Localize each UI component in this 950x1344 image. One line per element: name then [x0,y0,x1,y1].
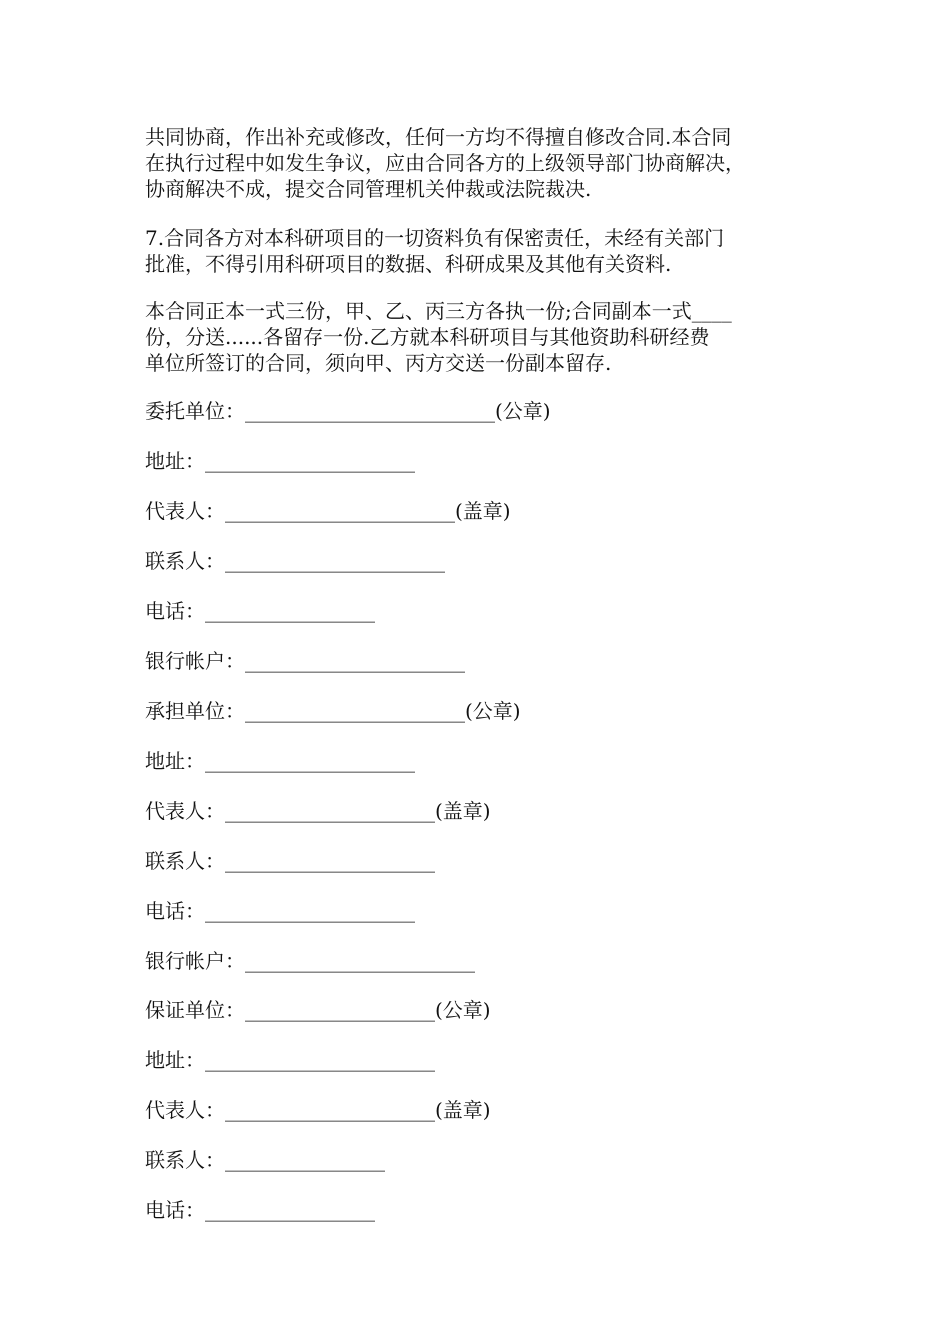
field-contractor-unit [145,698,521,724]
seal-note: (公章) [465,699,521,723]
field-guarantor-address [145,1047,435,1073]
blank-line: _____________________ [225,1098,435,1122]
blank-line: _________________ [205,1198,375,1222]
field-contractor-bank-account [145,948,475,974]
field-label: 承担单位： [145,699,245,723]
blank-line: ______________________ [225,549,445,573]
field-label: 电话： [145,1198,205,1222]
blank-line: _____________________ [205,449,415,473]
text-line: 批准，不得引用科研项目的数据、科研成果及其他有关资料. [145,252,672,276]
field-guarantor-contact [145,1147,385,1173]
text-line: 共同协商，作出补充或修改，任何一方均不得擅自修改合同.本合同 [145,125,732,149]
field-label: 地址： [145,1048,205,1072]
field-client-address [145,448,415,474]
text-line: 单位所签订的合同，须向甲、丙方交送一份副本留存. [145,351,612,375]
field-label: 代表人： [145,499,225,523]
field-client-contact [145,548,445,574]
field-label: 联系人： [145,849,225,873]
field-label: 委托单位： [145,399,245,423]
seal-note: (盖章) [455,499,511,523]
field-guarantor-representative [145,1097,491,1123]
field-label: 银行帐户： [145,649,245,673]
seal-note: (盖章) [435,799,491,823]
blank-line: _____________________ [205,749,415,773]
field-contractor-representative [145,798,491,824]
field-client-bank-account [145,648,465,674]
paragraph-copies [145,298,815,376]
field-label: 电话： [145,599,205,623]
blank-line: _____________________ [205,899,415,923]
field-contractor-contact [145,848,435,874]
field-label: 保证单位： [145,998,245,1022]
blank-line: _______________________ [225,499,455,523]
field-label: 银行帐户： [145,949,245,973]
field-label: 联系人： [145,1148,225,1172]
field-label: 电话： [145,899,205,923]
field-contractor-address [145,748,415,774]
field-label: 代表人： [145,799,225,823]
seal-note: (盖章) [435,1098,491,1122]
text-line: 在执行过程中如发生争议，应由合同各方的上级领导部门协商解决， [145,151,745,175]
field-guarantor-unit [145,997,491,1023]
paragraph-dispute-resolution [145,124,815,202]
blank-line: ______________________ [245,699,465,723]
seal-note: (公章) [435,998,491,1022]
field-client-unit [145,398,551,424]
field-label: 代表人： [145,1098,225,1122]
field-guarantor-phone [145,1197,375,1223]
blank-line: _______________________ [205,1048,435,1072]
field-label: 联系人： [145,549,225,573]
blank-line: _________________________ [245,399,495,423]
text-line: 协商解决不成，提交合同管理机关仲裁或法院裁决. [145,177,592,201]
text-line: 7.合同各方对本科研项目的一切资料负有保密责任，未经有关部门 [145,226,725,250]
field-label: 地址： [145,749,205,773]
blank-line: ___________________ [245,998,435,1022]
blank-line: _____________________ [225,799,435,823]
seal-note: (公章) [495,399,551,423]
field-contractor-phone [145,898,415,924]
blank-line: ______________________ [245,649,465,673]
blank-line: _______________________ [245,949,475,973]
text-line: 份，分送......各留存一份.乙方就本科研项目与其他资助科研经费 [145,325,710,349]
blank-line: ________________ [225,1148,385,1172]
blank-line: _________________ [205,599,375,623]
paragraph-confidentiality [145,225,815,277]
field-client-phone [145,598,375,624]
field-label: 地址： [145,449,205,473]
text-line: 本合同正本一式三份，甲、乙、丙三方各执一份;合同副本一式____ [145,299,732,323]
field-client-representative [145,498,511,524]
blank-line: _____________________ [225,849,435,873]
